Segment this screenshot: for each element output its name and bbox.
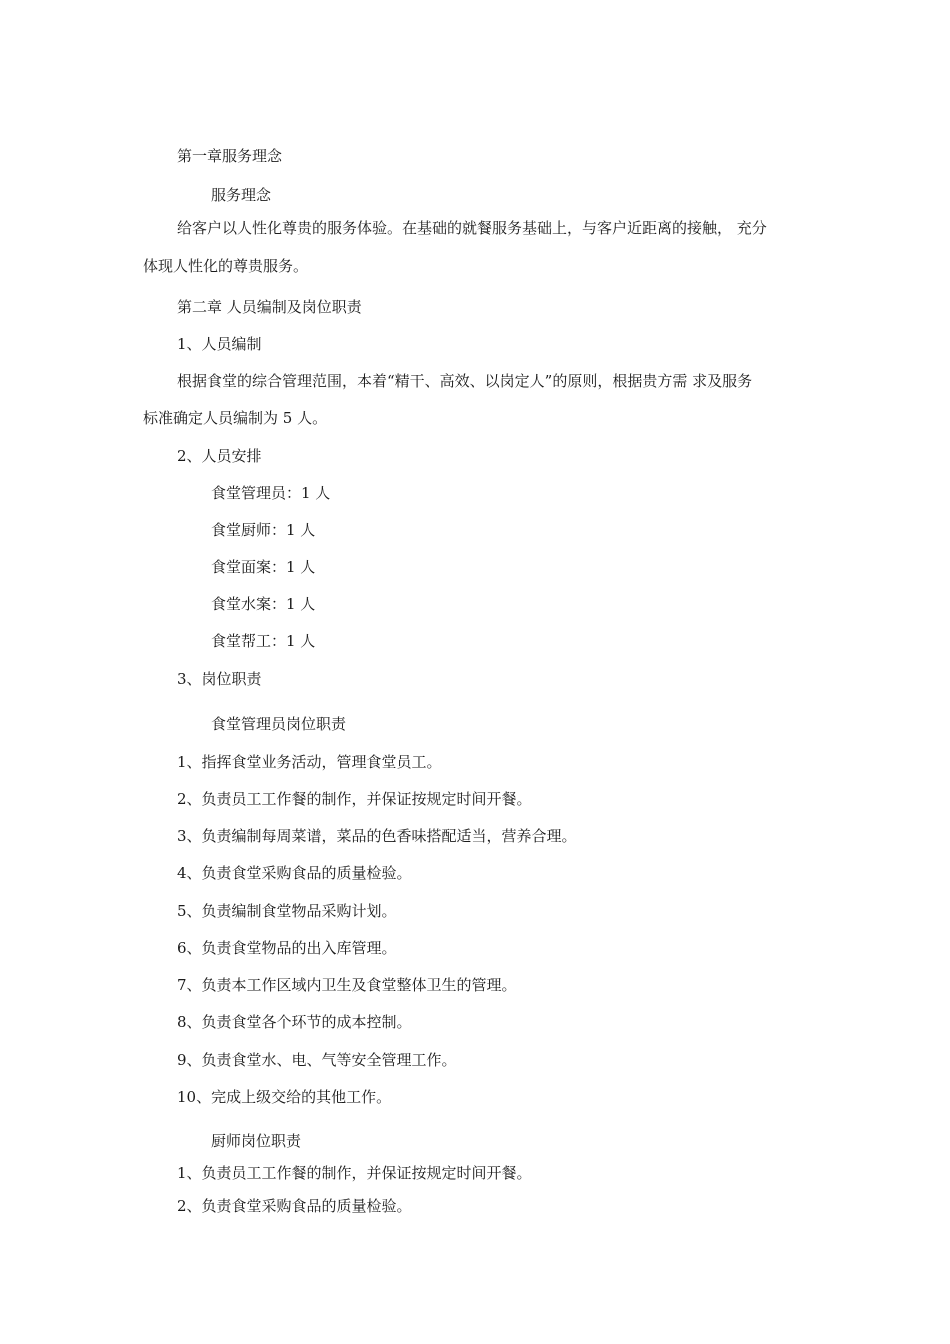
- section-duties-title: 3、岗位职责: [177, 670, 262, 688]
- manager-duties-title: 食堂管理员岗位职责: [211, 715, 347, 733]
- arrangement-item: 食堂面案：1 人: [211, 558, 316, 576]
- manager-duty-item: 4、负责食堂采购食品的质量检验。: [177, 864, 412, 882]
- chef-duty-item: 2、负责食堂采购食品的质量检验。: [177, 1197, 412, 1215]
- chapter-2-title: 第二章 人员编制及岗位职责: [177, 298, 362, 316]
- chef-duty-item: 1、负责员工工作餐的制作，并保证按规定时间开餐。: [177, 1164, 532, 1182]
- manager-duty-item: 10、完成上级交给的其他工作。: [177, 1088, 392, 1106]
- manager-duty-item: 9、负责食堂水、电、气等安全管理工作。: [177, 1051, 457, 1069]
- chef-duties-title: 厨师岗位职责: [211, 1132, 302, 1150]
- manager-duty-item: 8、负责食堂各个环节的成本控制。: [177, 1013, 412, 1031]
- arrangement-item: 食堂帮工：1 人: [211, 632, 316, 650]
- chapter-1-subtitle: 服务理念: [211, 186, 272, 204]
- arrangement-item: 食堂厨师：1 人: [211, 521, 316, 539]
- arrangement-item: 食堂水案：1 人: [211, 595, 316, 613]
- manager-duty-item: 2、负责员工工作餐的制作，并保证按规定时间开餐。: [177, 790, 532, 808]
- section-staffing-paragraph-line-1: 根据食堂的综合管理范围，本着“精干、高效、以岗定人”的原则，根据贵方需 求及服务: [177, 372, 753, 390]
- manager-duty-item: 3、负责编制每周菜谱，菜品的色香味搭配适当，营养合理。: [177, 827, 577, 845]
- manager-duty-item: 6、负责食堂物品的出入库管理。: [177, 939, 397, 957]
- chapter-1-paragraph-line-1: 给客户以人性化尊贵的服务体验。在基础的就餐服务基础上，与客户近距离的接触， 充分: [177, 219, 767, 237]
- manager-duty-item: 1、指挥食堂业务活动，管理食堂员工。: [177, 753, 442, 771]
- chapter-1-paragraph-line-2: 体现人性化的尊贵服务。: [143, 257, 309, 275]
- arrangement-item: 食堂管理员：1 人: [211, 484, 331, 502]
- section-arrangement-title: 2、人员安排: [177, 447, 262, 465]
- manager-duty-item: 7、负责本工作区域内卫生及食堂整体卫生的管理。: [177, 976, 517, 994]
- section-staffing-title: 1、人员编制: [177, 335, 262, 353]
- manager-duty-item: 5、负责编制食堂物品采购计划。: [177, 902, 397, 920]
- chapter-1-title: 第一章服务理念: [177, 147, 283, 165]
- section-staffing-paragraph-line-2: 标准确定人员编制为 5 人。: [143, 409, 328, 427]
